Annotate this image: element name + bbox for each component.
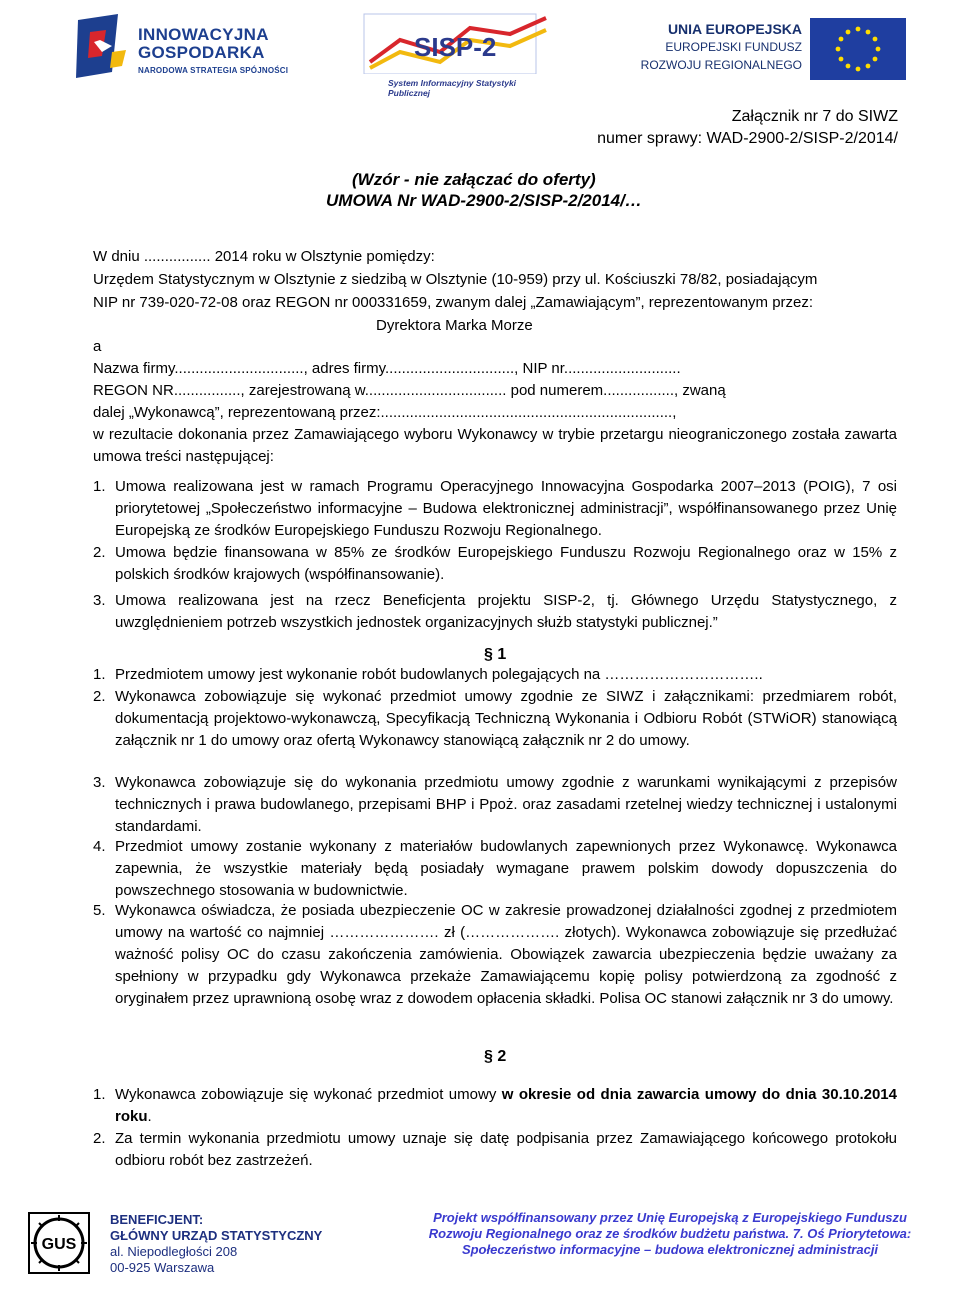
party2-line-2: REGON NR................, zarejestrowaną w.................................. pod numerem................., zwaną bbox=[93, 382, 726, 399]
intro-line-3: NIP nr 739-020-72-08 oraz REGON nr 000331659, zwanym dalej „Zamawiającym”, reprezentowanym przez: bbox=[93, 294, 814, 311]
recital-1-number: 1. bbox=[93, 478, 106, 495]
intro-line-2: Urzędem Statystycznym w Olsztynie z siedzibą w Olsztynie (10-959) przy ul. Kościuszki 78/82, posiadającym bbox=[93, 271, 818, 288]
s2-item-1-post: . bbox=[147, 1108, 152, 1125]
ue-line3: ROZWOJU REGIONALNEGO bbox=[640, 58, 802, 72]
recital-3-number: 3. bbox=[93, 592, 106, 609]
beneficiary-address-1: al. Niepodległości 208 bbox=[110, 1244, 238, 1259]
s2-item-1-number: 1. bbox=[93, 1086, 106, 1103]
gus-logo-icon bbox=[28, 1212, 90, 1274]
s1-item-2-number: 2. bbox=[93, 688, 106, 705]
tender-clause: w rezultacie dokonania przez Zamawiającego wyboru Wykonawcy w trybie przetargu nieograniczonego została zawarta umowa treści następującej: bbox=[93, 426, 897, 465]
project-funding-note: Projekt współfinansowany przez Unię Europejską z Europejskiego Funduszu Rozwoju Regionalnego oraz ze środków budżetu państwa. 7. Oś Priorytetowa: Społeczeństwo informacyjne – budowa elektronicznej administracji bbox=[428, 1210, 912, 1257]
s1-item-4-number: 4. bbox=[93, 838, 106, 855]
beneficiary-name: GŁÓWNY URZĄD STATYSTYCZNY bbox=[110, 1228, 323, 1243]
s1-item-1-text: Przedmiotem umowy jest wykonanie robót budowlanych polegających na ………………………….. bbox=[115, 666, 763, 683]
ue-line2: EUROPEJSKI FUNDUSZ bbox=[665, 40, 802, 54]
s2-item-2-text: Za termin wykonania przedmiotu umowy uznaje się datę podpisania przez Zamawiającego końcowego protokołu odbioru robót bez zastrzeżeń. bbox=[115, 1130, 897, 1169]
annex-label: Załącznik nr 7 do SIWZ bbox=[731, 108, 898, 125]
s1-item-5-number: 5. bbox=[93, 902, 106, 919]
recital-1-text: Umowa realizowana jest w ramach Programu Operacyjnego Innowacyjna Gospodarka 2007–2013 (POIG), 7 osi priorytetowej „Społeczeństwo informacyjne – Budowa elektronicznej administracji”, współfinansowanego przez Unię Europejską ze środków Europejskiego Funduszu Rozwoju Regionalnego. bbox=[115, 478, 897, 539]
ue-line1: UNIA EUROPEJSKA bbox=[667, 21, 802, 37]
beneficiary-label: BENEFICJENT: bbox=[110, 1212, 204, 1227]
director-name: Dyrektora Marka Morze bbox=[376, 317, 533, 334]
template-title: (Wzór - nie załączać do oferty) bbox=[352, 170, 596, 189]
beneficiary-block bbox=[110, 1212, 322, 1276]
s1-item-4-text: Przedmiot umowy zostanie wykonany z materiałów budowlanych zapewnionych przez Wykonawcę. Wykonawca zapewnia, że wszystkie materiały będą posiadały wymagane prawem polskim dowody dopuszczenia do powszechnego stosowania w budownictwie. bbox=[115, 838, 897, 899]
recital-2-text: Umowa będzie finansowana w 85% ze środków Europejskiego Funduszu Rozwoju Regionalnego oraz w 15% z polskich środków krajowych (współfinansowanie). bbox=[115, 544, 897, 583]
s1-item-5-text: Wykonawca oświadcza, że posiada ubezpieczenie OC w zakresie prowadzonej działalności zgodnej z przedmiotem umowy na wartość co najmniej …………………. zł (………………. złotych). Wykonawca zobowiązuje się przedłużać ważność polisy OC do czasu zakończenia zamówienia. Obowiązek zawarcia ubezpieczenia będzie uważany za spełniony w przypadku gdy Wykonawca przekaże Zamawiającemu kopię polisy potwierdzoną za zgodność z oryginałem przez uprawnioną osobę wraz z dowodem opłacenia składki. Polisa OC stanowi załącznik nr 3 do umowy. bbox=[115, 902, 897, 1007]
intro-line-1: W dniu ................ 2014 roku w Olsztynie pomiędzy: bbox=[93, 248, 435, 265]
sisp-title: SISP-2 bbox=[414, 32, 497, 62]
case-number: numer sprawy: WAD-2900-2/SISP-2/2014/ bbox=[597, 130, 898, 147]
beneficiary-address-2: 00-925 Warszawa bbox=[110, 1260, 215, 1275]
innowacyjna-gospodarka-logo bbox=[72, 12, 292, 82]
s2-item-1-pre: Wykonawca zobowiązuje się wykonać przedmiot umowy bbox=[115, 1086, 502, 1103]
sisp-2-logo bbox=[360, 12, 560, 98]
ig-emblem-icon bbox=[72, 12, 132, 82]
party2-line-3: dalej „Wykonawcą”, reprezentowaną przez:......................................................................, bbox=[93, 404, 677, 421]
contract-title: UMOWA Nr WAD-2900-2/SISP-2/2014/… bbox=[326, 191, 642, 210]
recital-3-text: Umowa realizowana jest na rzecz Beneficjenta projektu SISP-2, tj. Głównego Urzędu Statystycznego, z uwzględnieniem potrzeb wszystkich jednostek organizacyjnych służb statystyki publicznej.” bbox=[115, 592, 897, 631]
s1-item-1-number: 1. bbox=[93, 666, 106, 683]
eu-logo bbox=[640, 18, 910, 80]
s2-item-2-number: 2. bbox=[93, 1130, 106, 1147]
s1-item-2-text: Wykonawca zobowiązuje się wykonać przedmiot umowy zgodnie ze SIWZ i załącznikami: przedmiarem robót, dokumentacją projektowo-wykonawczą, Specyfikacją Techniczną Wykonania i Odbioru Robót (STWiOR) stanowiącą załącznik nr 1 do umowy oraz ofertą Wykonawcy stanowiącą załącznik nr 2 do umowy. bbox=[115, 688, 897, 749]
page-footer bbox=[28, 1202, 932, 1312]
section-1-heading: § 1 bbox=[484, 646, 507, 663]
s2-item-1-term: w okresie od dnia zawarcia umowy do dnia 30.10.2014 roku bbox=[115, 1086, 897, 1125]
section-2-heading: § 2 bbox=[484, 1048, 507, 1065]
eu-flag-icon bbox=[810, 18, 906, 80]
s1-item-3-text: Wykonawca zobowiązuje się do wykonania przedmiotu umowy zgodnie z warunkami wynikającymi z przepisów technicznych i prawa budowlanego, przepisami BHP i Ppoż. oraz zasadami rzetelnej wiedzy technicznej i ustalonymi standardami. bbox=[115, 774, 897, 835]
recital-2-number: 2. bbox=[93, 544, 106, 561]
ig-line1: INNOWACYJNA bbox=[138, 25, 269, 44]
s2-item-1-text bbox=[115, 1084, 897, 1128]
conjunction-a: a bbox=[93, 338, 102, 355]
gus-logo-text: GUS bbox=[41, 1236, 77, 1253]
s1-item-3-number: 3. bbox=[93, 774, 106, 791]
sisp-subtitle: System Informacyjny Statystyki Publicznej bbox=[388, 78, 517, 98]
ig-subtitle: NARODOWA STRATEGIA SPÓJNOŚCI bbox=[138, 66, 289, 75]
ig-line2: GOSPODARKA bbox=[138, 43, 265, 62]
party2-line-1: Nazwa firmy..............................., adres firmy..............................., NIP nr............................ bbox=[93, 360, 681, 377]
